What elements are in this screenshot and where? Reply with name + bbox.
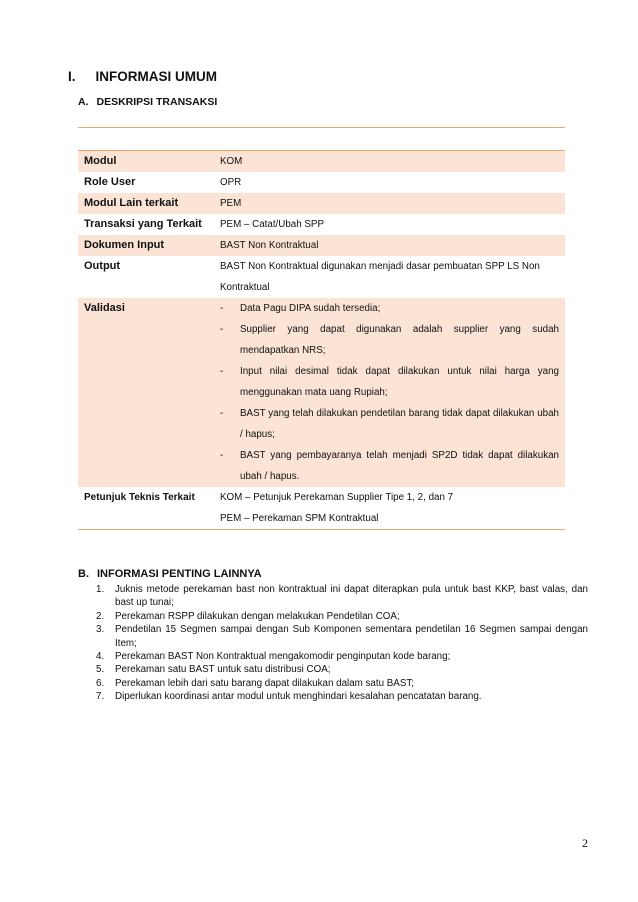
table-row (78, 256, 565, 298)
list-item: - Input nilai desimal tidak dapat dilakukan untuk nilai harga yang menggunakan mata uang Rupiah; (220, 366, 559, 398)
validation-list (220, 298, 559, 487)
row-key-modul: Modul (78, 151, 214, 173)
table-row (78, 151, 565, 173)
list-item: - BAST yang pembayaranya telah menjadi SP2D tidak dapat dilakukan ubah / hapus. (220, 450, 559, 482)
table-row (78, 298, 565, 487)
row-key-modul-lain: Modul Lain terkait (78, 193, 214, 214)
list-item: - Supplier yang dapat digunakan adalah supplier yang sudah mendapatkan NRS; (220, 324, 559, 356)
subsection-b-heading (78, 568, 262, 580)
list-item: 6. Perekaman lebih dari satu barang dapat dilakukan dalam satu BAST; (96, 677, 414, 689)
table-row (78, 487, 565, 530)
list-item: 7. Diperlukan koordinasi antar modul untuk menghindari kesalahan pencatatan barang. (96, 691, 482, 703)
section-number: I. (68, 69, 76, 84)
header-divider (78, 127, 565, 128)
subsection-a-heading (78, 96, 217, 108)
row-key-transaksi: Transaksi yang Terkait (84, 218, 202, 230)
petunjuk-line: KOM – Petunjuk Perekaman Supplier Tipe 1, 2, dan 7 (220, 492, 454, 503)
row-value-output: BAST Non Kontraktual digunakan menjadi dasar pembuatan SPP LS Non Kontraktual (220, 261, 540, 293)
table-row (78, 193, 565, 214)
table-row (78, 172, 565, 193)
row-value-role-user: OPR (220, 177, 242, 188)
subsection-b-letter: B. (78, 568, 89, 580)
list-item: - Data Pagu DIPA sudah tersedia; (220, 303, 381, 314)
list-item: 3. Pendetilan 15 Segmen sampai dengan Sub Komponen sementara pendetilan 16 Segmen sampai dengan Item; (96, 624, 588, 649)
subsection-a-letter: A. (78, 96, 89, 108)
subsection-b-title: INFORMASI PENTING LAINNYA (97, 568, 262, 580)
row-value-petunjuk (214, 487, 565, 530)
table-row (78, 235, 565, 256)
section-heading (68, 69, 217, 84)
section-title: INFORMASI UMUM (95, 69, 218, 84)
page-number: 2 (582, 836, 588, 850)
petunjuk-line: PEM – Perekaman SPM Kontraktual (220, 513, 379, 524)
row-key-dokumen-input: Dokumen Input (78, 235, 214, 256)
row-value-modul: KOM (214, 151, 565, 173)
row-value-transaksi: PEM – Catat/Ubah SPP (220, 219, 325, 230)
row-value-validasi (214, 298, 565, 487)
row-key-role-user: Role User (84, 176, 136, 188)
row-value-dokumen-input: BAST Non Kontraktual (214, 235, 565, 256)
list-item: - BAST yang telah dilakukan pendetilan barang tidak dapat dilakukan ubah / hapus; (220, 408, 559, 440)
list-item: 2. Perekaman RSPP dilakukan dengan melakukan Pendetilan COA; (96, 610, 400, 622)
row-value-modul-lain: PEM (214, 193, 565, 214)
transaction-description-table (78, 150, 565, 530)
table-row (78, 214, 565, 235)
list-item: 4. Perekaman BAST Non Kontraktual mengakomodir penginputan kode barang; (96, 651, 451, 663)
row-key-petunjuk: Petunjuk Teknis Terkait (78, 487, 214, 530)
list-item: 1. Juknis metode perekaman bast non kontraktual ini dapat diterapkan pula untuk bast KKP, bast valas, dan bast up tunai; (96, 584, 588, 609)
subsection-a-title: DESKRIPSI TRANSAKSI (96, 96, 218, 108)
list-item: 5. Perekaman satu BAST untuk satu distribusi COA; (96, 664, 331, 676)
row-key-output: Output (84, 260, 121, 272)
row-key-validasi: Validasi (78, 298, 214, 487)
important-info-list (96, 583, 588, 704)
